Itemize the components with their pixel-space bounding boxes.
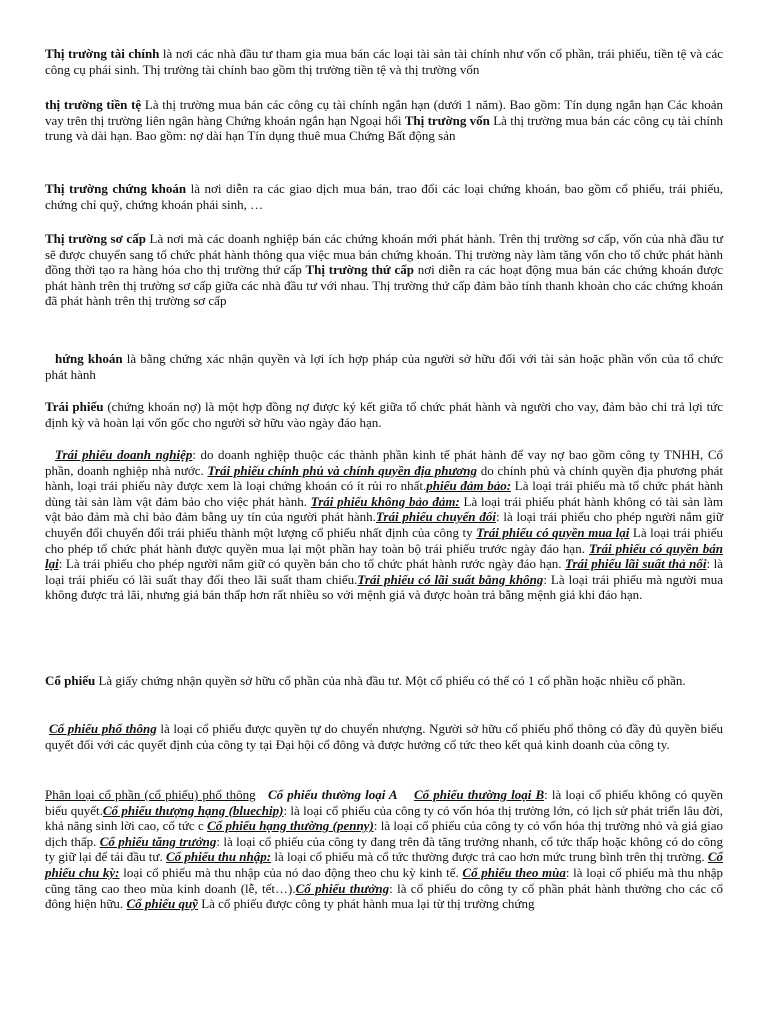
definition-text: Là loại trái phiếu cho phép tổ chức phát hành được quyền mua lại một phần hay toàn bộ trái phiếu trước ngày đáo hạn. bbox=[45, 524, 724, 556]
term-callable-bond: Trái phiếu có quyền mua lại bbox=[476, 524, 630, 540]
paragraph-securities bbox=[45, 351, 723, 382]
paragraph-common-stock bbox=[45, 721, 723, 752]
term-penny-stock: Cổ phiếu hạng thường (penny) bbox=[207, 818, 374, 834]
definition-text: Là thị trường mua bán các công cụ tài chính ngắn hạn (dưới 1 năm). Bao gồm: Tín dụng ngắn hạn Các khoản vay trên thị trường liên ngân hàng Chứng khoán ngắn hạn Ngoại hối bbox=[45, 97, 723, 128]
term-floating-rate-bond: Trái phiếu lãi suất thả nổi bbox=[565, 556, 707, 572]
term-bonus-stock: Cổ phiếu thưởng bbox=[295, 880, 390, 896]
term-corporate-bond: Trái phiếu doanh nghiệp bbox=[55, 447, 193, 462]
definition-text: Là cổ phiếu được công ty phát hành mua lại từ thị trường chứng bbox=[197, 896, 535, 912]
definition-text: : Là trái phiếu cho phép người nắm giữ có quyền bán cho tổ chức phát hành rước ngày đáo hạn. bbox=[58, 556, 566, 572]
term-cyclical-stock: Cổ phiếu chu kỳ: bbox=[45, 849, 723, 880]
definition-text: : do doanh nghiệp thuộc các thành phần kinh tế phát hành để vay nợ bao gồm công ty TNHH, Cổ phần, doanh nghiệp nhà nước. bbox=[45, 447, 723, 478]
term-treasury-stock: Cổ phiếu quỹ bbox=[126, 896, 198, 912]
definition-text: là loại cổ phiếu được quyền tự do chuyển nhượng. Người sở hữu cổ phiếu phổ thông có đầy đủ quyền biểu quyết đối với các quyết định của công ty tại Đại hội cổ đông và được hưởng cổ tức theo kết quả kinh doanh của công ty. bbox=[45, 721, 723, 752]
term-income-stock: Cổ phiếu thu nhập: bbox=[165, 849, 272, 865]
definition-text: : là loại trái phiếu cho phép người nắm giữ chuyển đổi chuyển đổi trái phiếu thành một lượng cổ phiếu nhất định của công ty bbox=[45, 509, 724, 540]
paragraph-securities-market bbox=[45, 181, 723, 212]
term-financial-market: Thị trường tài chính bbox=[45, 46, 160, 61]
definition-text: nơi diễn ra các hoạt động mua bán các chứng khoán được phát hành trên thị trường sơ cấp giữa các nhà đầu tư với nhau. Thị trường thứ cấp đảm bảo tính thanh khoản cho các chứng khoán đã phát hành trên thị trường sơ cấp bbox=[45, 262, 723, 309]
definition-text: : là cổ phiếu do công ty cổ phần phát hành thưởng cho các cổ đông hiện hữu. bbox=[45, 880, 723, 912]
term-zero-coupon-bond: Trái phiếu có lãi suất bằng không bbox=[357, 571, 544, 587]
term-capital-market: Thị trường vốn bbox=[404, 112, 490, 128]
definition-text: là nơi các nhà đầu tư tham gia mua bán các loại tài sản tài chính như vốn cổ phần, trái phiếu, tiền tệ và các công cụ phái sinh. Thị trường tài chính bao gồm thị trường tiền tệ và thị trường vốn bbox=[45, 46, 723, 77]
classification-lead: Phân loại cổ phần (cổ phiếu) phổ thông bbox=[45, 787, 256, 802]
term-securities-market: Thị trường chứng khoán bbox=[45, 181, 187, 196]
term-secondary-market: Thị trường thứ cấp bbox=[305, 262, 414, 278]
definition-text: : là loại trái phiếu có lãi suất thay đổi theo lãi suất tham chiếu. bbox=[45, 556, 723, 587]
term-money-market: thị trường tiền tệ bbox=[45, 97, 142, 112]
definition-text: (chứng khoán nợ) là một hợp đồng nợ được ký kết giữa tổ chức phát hành và người cho vay, đảm bảo chi trả lợi tức định kỳ và hoàn lại vốn gốc cho người sở hữu vào ngày đáo hạn. bbox=[45, 399, 723, 430]
definition-text: : là loại cổ phiếu mà thu nhập cũng tăng cao theo mùa kinh doanh (lễ, tết…). bbox=[45, 864, 724, 896]
term-primary-market: Thị trường sơ cấp bbox=[45, 231, 146, 246]
definition-text: là nơi diễn ra các giao dịch mua bán, trao đổi các loại chứng khoán, bao gồm cổ phiếu, trái phiếu, chứng chỉ quỹ, chứng khoán phái sinh, … bbox=[45, 181, 724, 212]
paragraph-bond bbox=[45, 399, 723, 430]
definition-text: : là loại cổ phiếu của công ty có vốn hóa thị trường lớn, có lịch sử phát triển lâu đời, khả năng sinh lời cao, cổ tức c bbox=[45, 802, 723, 834]
definition-text: Là nơi mà các doanh nghiệp bán các chứng khoán mới phát hành. Trên thị trường sơ cấp, vốn của nhà đầu tư sẽ được chuyển sang tổ chức phát hành thông qua việc mua bán chứng khoán. Thị trường này làm tăng vốn cho tổ chức phát hành đồng thời tạo ra hàng hóa cho thị trường thứ cấp bbox=[45, 231, 723, 278]
term-government-bond: Trái phiếu chính phủ và chính quyền địa phương bbox=[207, 462, 477, 478]
term-stock: Cổ phiếu bbox=[45, 673, 96, 688]
definition-text: do chính phủ và chính quyền địa phương phát hành, loại trái phiếu này được xem là loại chứng khoán có ít rủi ro nhất. bbox=[45, 462, 724, 494]
definition-text: Là thị trường mua bán các công cụ tài chính trung và dài hạn. Bao gồm: nợ dài hạn Tín dụng thuê mua Chứng Bất động sản bbox=[45, 112, 723, 144]
paragraph-stock bbox=[45, 673, 723, 689]
term-bluechip-stock: Cổ phiếu thượng hạng (bluechip) bbox=[102, 802, 284, 818]
term-common-stock: Cổ phiếu phổ thông bbox=[49, 721, 157, 736]
definition-text: Là loại trái phiếu mà tổ chức phát hành dùng tài sản làm vật đảm bảo cho việc phát hành. bbox=[45, 478, 723, 509]
definition-text: : là loại cổ phiếu của công ty có vốn hóa thị trường nhỏ và giá giao dịch thấp. bbox=[45, 818, 723, 849]
term-puttable-bond: Trái phiếu có quyền bán lại bbox=[45, 540, 723, 572]
definition-text: : Là loại trái phiếu mà người mua không được trả lãi, nhưng giá bán thấp hơn rất nhiều so với mệnh giá và được hoàn trả bằng mệnh giá khi đáo hạn. bbox=[45, 571, 723, 603]
paragraph-money-market bbox=[45, 97, 723, 144]
term-bond: Trái phiếu bbox=[45, 399, 104, 414]
term-convertible-bond: Trái phiếu chuyển đổi bbox=[375, 509, 496, 525]
definition-text: : là loại cổ phiếu của công ty đang trên đà tăng trưởng nhanh, cổ tức thấp hoặc không có do công ty giữ lại để tái đầu tư. bbox=[45, 833, 723, 865]
definition-text: là loại cổ phiếu mà cổ tức thường được trả cao hơn mức trung bình trên thị trường. bbox=[271, 849, 708, 865]
paragraph-stock-classification bbox=[45, 787, 723, 912]
definition-text: : là loại cổ phiếu không có quyền biểu quyết. bbox=[45, 787, 723, 818]
paragraph-financial-market bbox=[45, 46, 723, 77]
term-seasonal-stock: Cổ phiếu theo mùa bbox=[462, 864, 566, 880]
term-class-a-stock: Cổ phiếu thường loại A bbox=[267, 787, 398, 802]
term-unsecured-bond: Trái phiếu không bảo đảm: bbox=[310, 493, 460, 509]
term-growth-stock: Cổ phiếu tăng trưởng bbox=[99, 833, 217, 849]
term-class-b-stock: Cổ phiếu thường loại B bbox=[413, 787, 545, 802]
definition-text: là bằng chứng xác nhận quyền và lợi ích hợp pháp của người sở hữu đối với tài sản hoặc phần vốn của tổ chức phát hành bbox=[45, 351, 723, 382]
definition-text: Là loại trái phiếu phát hành không có tài sản làm vật bảo đảm mà chỉ bảo đảm bằng uy tín của người phát hành. bbox=[45, 493, 723, 525]
term-secured-bond: phiếu đảm bảo: bbox=[426, 478, 512, 494]
term-securities: hứng khoán bbox=[55, 351, 123, 366]
definition-text: loại cổ phiếu mà thu nhập của nó dao động theo chu kỳ kinh tế. bbox=[119, 864, 463, 880]
paragraph-bond-types bbox=[45, 447, 723, 603]
definition-text: Là giấy chứng nhận quyền sở hữu cổ phần của nhà đầu tư. Một cổ phiếu có thể có 1 cổ phần hoặc nhiều cổ phần. bbox=[95, 673, 686, 688]
paragraph-primary-market bbox=[45, 231, 723, 309]
